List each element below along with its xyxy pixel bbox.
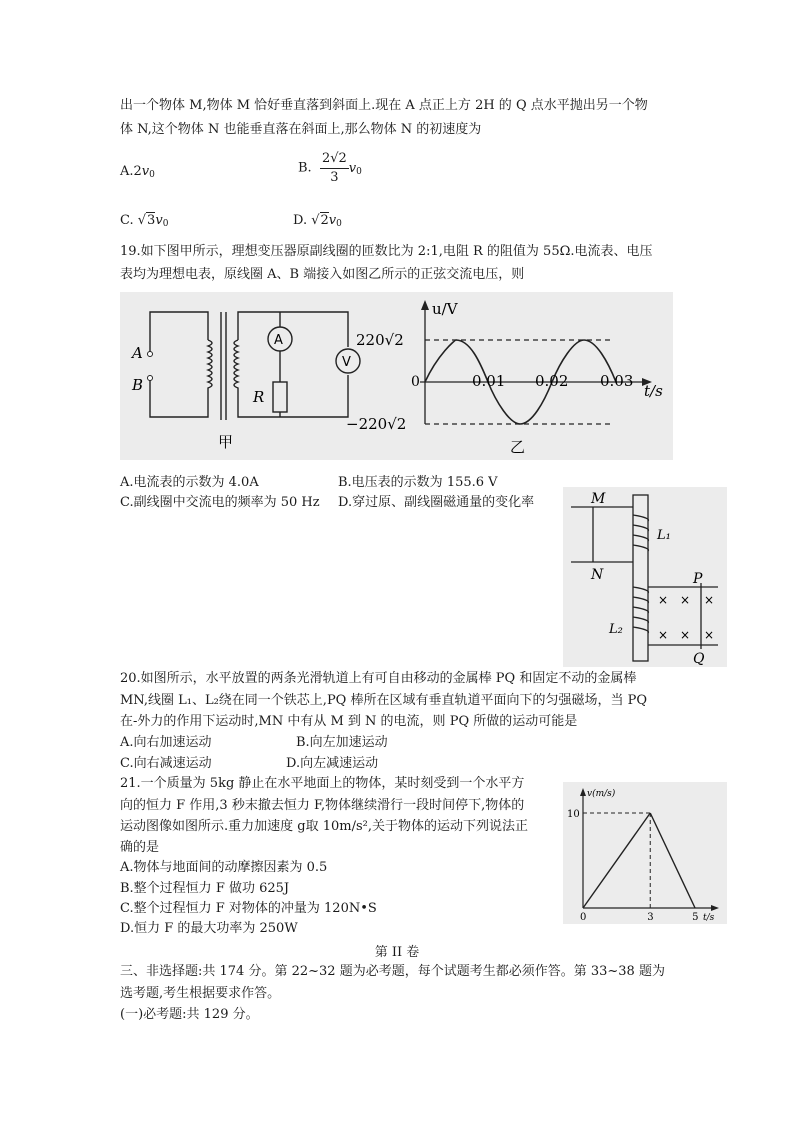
figure-yi-label: 乙	[510, 438, 526, 456]
q19-option-b: B.电压表的示数为 155.6 V	[338, 475, 498, 490]
terminal-a-label: A	[132, 344, 143, 362]
q21-option-b: B.整个过程恒力 F 做功 625J	[120, 881, 290, 896]
tick-0.02: 0.02	[535, 372, 569, 390]
n-label: N	[591, 567, 604, 583]
p-label: P	[693, 571, 703, 587]
tick-0.01: 0.01	[472, 372, 506, 390]
intro-line-2: 体 N,这个物体 N 也能垂直落在斜面上,那么物体 N 的初速度为	[120, 122, 482, 137]
q20-option-a: A.向右加速运动	[120, 735, 212, 750]
part2-line-2: 选考题,考生根据要求作答。	[120, 986, 281, 1001]
q21-option-a: A.物体与地面间的动摩擦因素为 0.5	[120, 860, 328, 875]
part2-line-1: 三、非选择题:共 174 分。第 22~32 题为必考题，每个试题考生都必须作答。第 33~38 题为	[120, 964, 665, 979]
resistor-label: R	[253, 388, 265, 406]
q18-option-a: $A.2v_0$	[120, 164, 155, 180]
q19-figure	[120, 292, 673, 460]
terminal-b-label: B	[132, 376, 144, 394]
q21-vt-chart	[563, 782, 727, 924]
l1-label: L₁	[657, 528, 671, 543]
field-cross: ×	[658, 593, 669, 607]
q21-option-d: D.恒力 F 的最大功率为 250W	[120, 921, 298, 936]
q19-line-1: 19.如下图甲所示，理想变压器原副线圈的匝数比为 2:1,电阻 R 的阻值为 55Ω.电流表、电压	[120, 244, 653, 259]
q20-line-1: 20.如图所示，水平放置的两条光滑轨道上有可自由移动的金属棒 PQ 和固定不动的金属棒	[120, 671, 637, 686]
q20-line-3: 在-外力的作用下运动时,MN 中有从 M 到 N 的电流，则 PQ 所做的运动可能是	[120, 714, 578, 729]
q18-option-d: D. $√2v_0$	[293, 213, 342, 229]
q21-line-3: 运动图像如图所示.重力加速度 g取 10m/s²,关于物体的运动下列说法正	[120, 819, 528, 834]
q18-option-c: C. $√3v_0$	[120, 213, 169, 229]
q19-option-d: D.穿过原、副线圈磁通量的变化率	[338, 495, 535, 510]
umax-label: 220√2	[356, 331, 404, 349]
q20-option-b: B.向左加速运动	[296, 735, 388, 750]
field-cross: ×	[704, 593, 715, 607]
q20-figure	[563, 487, 727, 667]
q21-line-1: 21.一个质量为 5kg 静止在水平地面上的物体，某时刻受到一个水平方	[120, 776, 525, 791]
tick-0.03: 0.03	[600, 372, 634, 390]
q19-line-2: 表均为理想电表，原线圈 A、B 端接入如图乙所示的正弦交流电压，则	[120, 267, 525, 282]
part2-title: 第 II 卷	[374, 945, 420, 960]
u-axis-label: u/V	[432, 300, 458, 318]
chart-x-tick-label: 3	[647, 912, 654, 923]
voltmeter-label: V	[342, 355, 351, 370]
chart-x-axis-label: t/s	[703, 913, 715, 923]
q19-option-a: A.电流表的示数为 4.0A	[120, 475, 259, 490]
q21-line-4: 确的是	[120, 840, 160, 855]
q20-option-c: C.向右减速运动	[120, 756, 212, 771]
origin-label: 0	[411, 374, 420, 390]
chart-x-tick-label: 5	[692, 912, 699, 923]
figure-jia-label: 甲	[218, 433, 234, 451]
q19-option-c: C.副线圈中交流电的频率为 50 Hz	[120, 495, 320, 510]
chart-x-tick-label: 0	[580, 912, 587, 923]
m-label: M	[591, 491, 606, 507]
q-label: Q	[693, 651, 705, 667]
q21-option-c: C.整个过程恒力 F 对物体的冲量为 120N•S	[120, 901, 377, 916]
part2-line-3: (一)必考题:共 129 分。	[120, 1007, 259, 1022]
field-cross: ×	[704, 628, 715, 642]
intro-line-1: 出一个物体 M,物体 M 恰好垂直落到斜面上.现在 A 点正上方 2H 的 Q 点水平抛出另一个物	[120, 98, 648, 113]
field-cross: ×	[680, 628, 691, 642]
q20-option-d: D.向左减速运动	[286, 756, 379, 771]
ammeter-label: A	[274, 333, 283, 348]
chart-y-axis-label: v(m/s)	[587, 789, 616, 799]
umin-label: −220√2	[346, 415, 407, 433]
chart-y-tick-label: 10	[567, 809, 580, 820]
t-axis-label: t/s	[644, 382, 663, 400]
q20-line-2: MN,线圈 L₁、L₂绕在同一个铁芯上,PQ 棒所在区域有垂直轨道平面向下的匀强磁场，当 PQ	[120, 693, 648, 708]
field-cross: ×	[658, 628, 669, 642]
q18-option-b: B. $\frac{2√2}{3}$ $v_0$	[298, 151, 362, 185]
l2-label: L₂	[609, 622, 623, 637]
q21-line-2: 向的恒力 F 作用,3 秒末撤去恒力 F,物体继续滑行一段时间停下,物体的	[120, 798, 525, 813]
field-cross: ×	[680, 593, 691, 607]
